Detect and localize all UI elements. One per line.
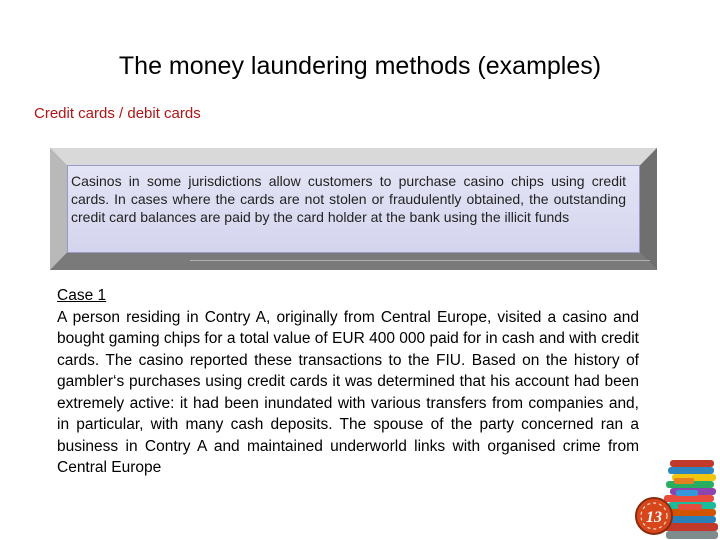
- callout-text: Casinos in some jurisdictions allow customers to purchase casino chips using credit cards. In cases where the cards are not stolen or fraudulently obtained, the outstanding credit card balances are paid by the card holder at the bank using the illicit funds: [71, 173, 626, 225]
- slide-subtitle: Credit cards / debit cards: [34, 105, 201, 122]
- callout-underline: [190, 260, 650, 261]
- case-section: [57, 285, 639, 479]
- page-number-badge: [636, 498, 672, 534]
- chip-stack-back: [662, 460, 718, 539]
- callout-box: [50, 148, 657, 270]
- case-heading: Case 1: [57, 287, 107, 304]
- casino-chips-icon: [618, 440, 720, 540]
- page-number: 13: [646, 509, 662, 526]
- callout-face: [67, 165, 640, 253]
- case-body: A person residing in Contry A, originally from Central Europe, visited a casino and bought gaming chips for a total value of EUR 400 000 paid for in cash and with credit cards. The casino reported these transactions to the FIU. Based on the history of gambler‘s purchases using credit cards it was determined that his account had been extremely active: it had been inundated with various transfers from companies and, in particular, with many cash deposits. The spouse of the party concerned ran a business in Contry A and maintained underworld links with organised crime from Central Europe: [57, 308, 639, 476]
- slide-title: The money laundering methods (examples): [118, 52, 602, 80]
